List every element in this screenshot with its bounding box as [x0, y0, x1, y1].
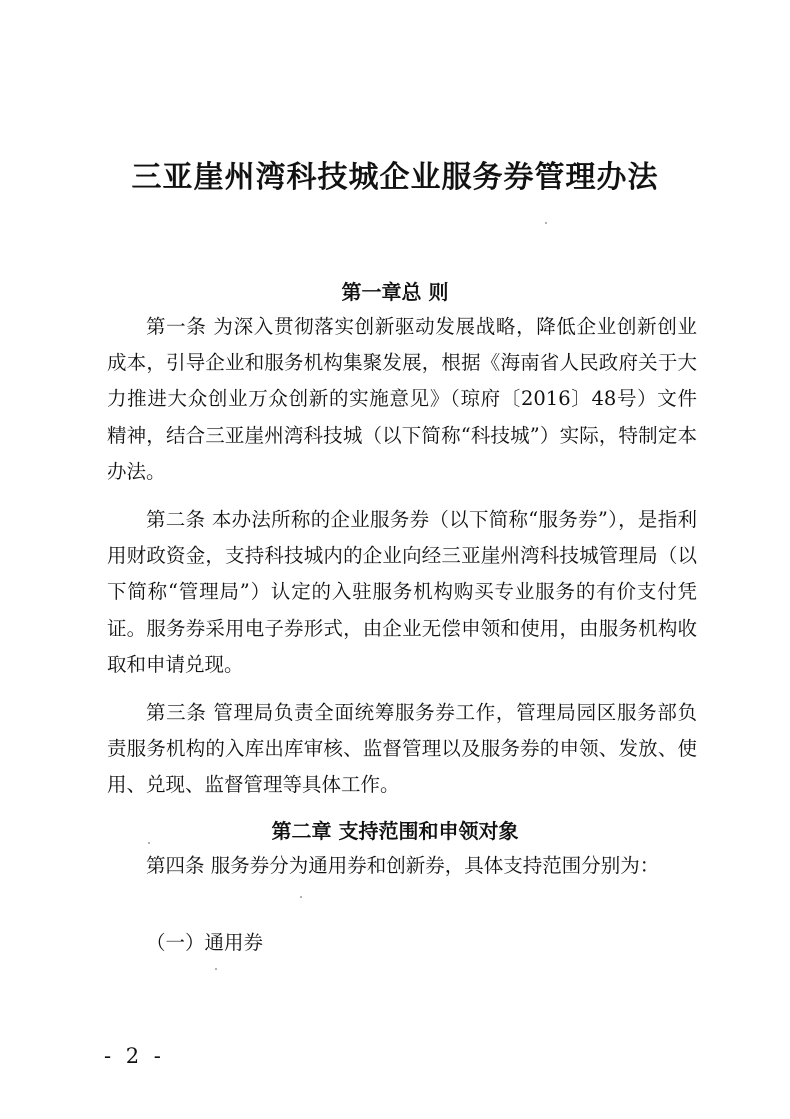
article-1-paragraph: 第一条 为深入贯彻落实创新驱动发展战略，降低企业创新创业成本，引导企业和服务机构集聚发展，根据《海南省人民政府关于大力推进大众创业万众创新的实施意见》（琼府〔2016〕48号）文件精神，结合三亚崖州湾科技城（以下简称“科技城”）实际，特制定本办法。: [107, 315, 697, 483]
chapter-heading-1: 第一章总 则: [341, 280, 449, 304]
subsection-item-1: （一）通用券: [146, 931, 264, 954]
scan-speck: [300, 896, 302, 898]
article-2-paragraph: 第二条 本办法所称的企业服务券（以下简称“服务券”），是指利用财政资金，支持科技城内的企业向经三亚崖州湾科技城管理局（以下简称“管理局”）认定的入驻服务机构购买专业服务的有价支付凭证。服务券采用电子券形式，由企业无偿申领和使用，由服务机构收取和申请兑现。: [107, 508, 697, 676]
chapter-heading-2: 第二章 支持范围和申领对象: [271, 819, 519, 843]
scan-speck: [215, 968, 217, 970]
scan-speck: [148, 842, 150, 844]
article-4-paragraph: 第四条 服务券分为通用券和创新券，具体支持范围分别为：: [146, 854, 660, 877]
document-title: 三亚崖州湾科技城企业服务券管理办法: [131, 160, 659, 195]
scan-speck: [545, 222, 547, 224]
article-3-paragraph: 第三条 管理局负责全面统筹服务券工作，管理局园区服务部负责服务机构的入库出库审核、监督管理以及服务券的申领、发放、使用、兑现、监督管理等具体工作。: [107, 701, 697, 797]
page-number: - 2 -: [104, 1044, 165, 1068]
